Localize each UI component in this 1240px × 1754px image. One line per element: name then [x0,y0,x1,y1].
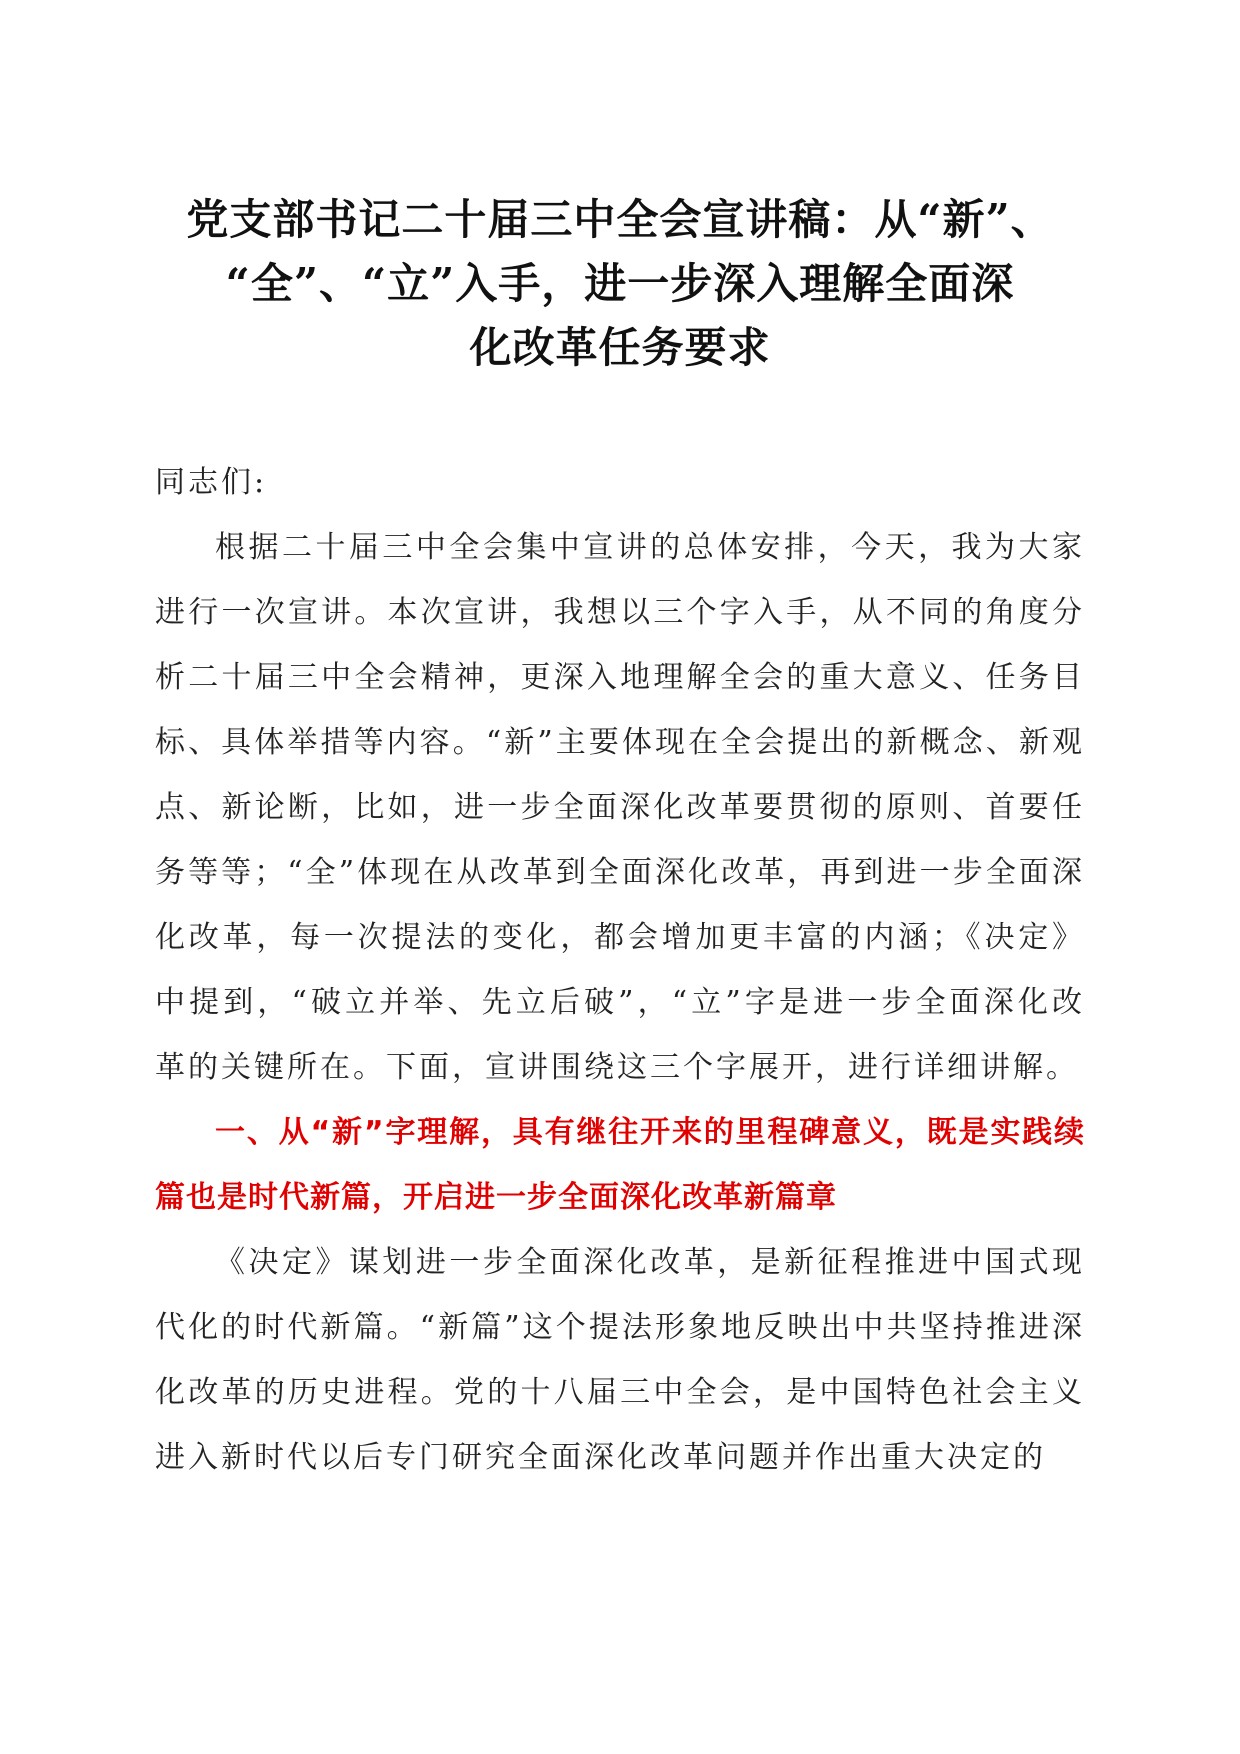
section-1-heading: 一、从“新”字理解，具有继往开来的里程碑意义，既是实践续篇也是时代新篇，开启进一步全面深化改革新篇章 [155,1115,1085,1215]
intro-paragraph: 根据二十届三中全会集中宣讲的总体安排，今天，我为大家进行一次宣讲。本次宣讲，我想以三个字入手，从不同的角度分析二十届三中全会精神，更深入地理解全会的重大意义、任务目标、具体举措等内容。“新”主要体现在全会提出的新概念、新观点、新论断，比如，进一步全面深化改革要贯彻的原则、首要任务等等；“全”体现在从改革到全面深化改革，再到进一步全面深化改革，每一次提法的变化，都会增加更丰富的内涵；《决定》中提到，“破立并举、先立后破”，“立”字是进一步全面深化改革的关键所在。下面，宣讲围绕这三个字展开，进行详细讲解。 [155,530,1085,1085]
title-line-2: “全”、“立”入手，进一步深入理解全面深 [225,259,1015,308]
title-line-1: 党支部书记二十届三中全会宣讲稿：从“新”、 [186,195,1054,244]
greeting: 同志们: [155,465,268,500]
title-line-3: 化改革任务要求 [469,323,771,372]
section-1-paragraph: 《决定》谋划进一步全面深化改革，是新征程推进中国式现代化的时代新篇。“新篇”这个提法形象地反映出中共坚持推进深化改革的历史进程。党的十八届三中全会，是中国特色社会主义进入新时代以后专门研究全面深化改革问题并作出重大决定的 [155,1245,1085,1475]
document-body [155,450,1085,1490]
document-title [150,188,1090,380]
